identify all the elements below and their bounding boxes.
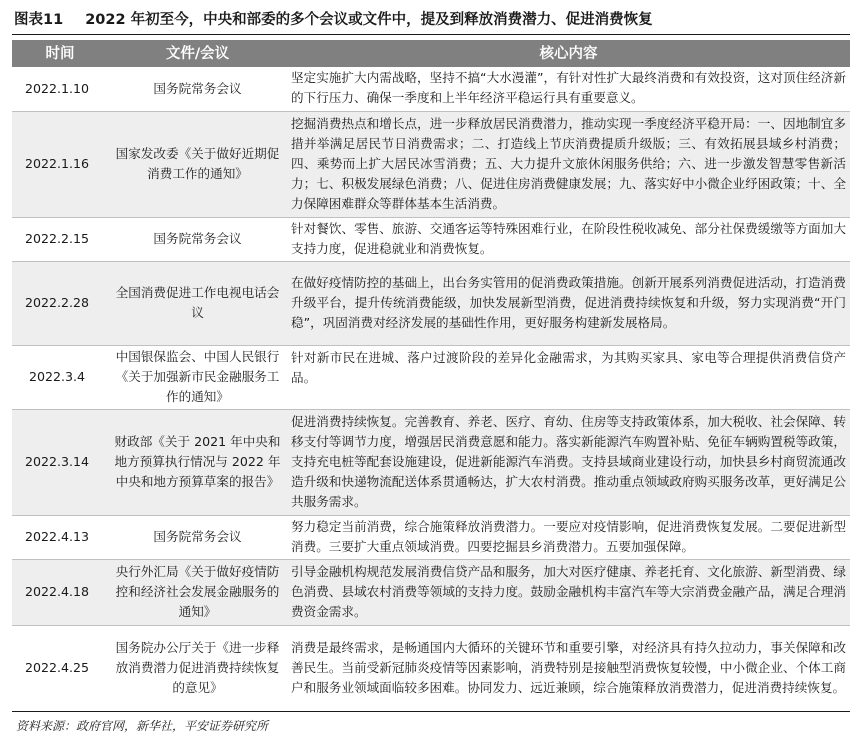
row-core-content: 挖掘消费热点和增长点，进一步释放居民消费潜力，推动实现一季度经济平稳开局：一、因地制宜多措并举满足居民节日消费需求；二、打造线上节庆消费提质升级版；三、有效拓展县域乡村消费；四、乘势而上扩大居民冰雪消费；五、大力提升文旅休闲服务供给；六、进一步激发智慧零售新活力；七、积极发展绿色消费；八、促进住房消费健康发展；九、落实好中小微企业纾困政策；十、全力保障困难群众等群体基本生活消费。	[287, 111, 850, 217]
figure-title-bar	[12, 2, 850, 35]
policy-table	[12, 40, 850, 712]
row-date: 2022.4.18	[12, 559, 108, 625]
row-document: 财政部《关于 2021 年中央和地方预算执行情况与 2022 年中央和地方预算草案的报告》	[108, 409, 287, 515]
row-document: 全国消费促进工作电视电话会议	[108, 261, 287, 345]
row-document: 国务院常务会议	[108, 217, 287, 261]
table-row	[12, 625, 850, 711]
figure-label: 图表11	[14, 12, 64, 28]
row-document: 国务院办公厅关于《进一步释放消费潜力促进消费持续恢复的意见》	[108, 625, 287, 711]
table-row	[12, 409, 850, 515]
table-row	[12, 111, 850, 217]
header-date: 时间	[12, 40, 108, 67]
row-document: 国务院常务会议	[108, 67, 287, 111]
header-core-content: 核心内容	[287, 40, 850, 67]
row-core-content: 努力稳定当前消费，综合施策释放消费潜力。一要应对疫情影响，促进消费恢复发展。二要促进新型消费。三要扩大重点领域消费。四要挖掘县乡消费潜力。五要加强保障。	[287, 515, 850, 559]
row-document: 央行外汇局《关于做好疫情防控和经济社会发展金融服务的通知》	[108, 559, 287, 625]
row-date: 2022.1.10	[12, 67, 108, 111]
table-row	[12, 217, 850, 261]
row-core-content: 针对餐饮、零售、旅游、交通客运等特殊困难行业，在阶段性税收减免、部分社保费缓缴等方面加大支持力度，促进稳就业和消费恢复。	[287, 217, 850, 261]
table-header-row	[12, 40, 850, 67]
figure-title	[14, 8, 653, 29]
row-date: 2022.3.4	[12, 345, 108, 409]
row-date: 2022.4.13	[12, 515, 108, 559]
row-core-content: 引导金融机构规范发展消费信贷产品和服务，加大对医疗健康、养老托育、文化旅游、新型消费、绿色消费、县域农村消费等领域的支持力度。鼓励金融机构丰富汽车等大宗消费金融产品，满足合理消费资金需求。	[287, 559, 850, 625]
table-row	[12, 515, 850, 559]
figure-title-text: 2022 年初至今，中央和部委的多个会议或文件中，提及到释放消费潜力、促进消费恢复	[85, 12, 653, 28]
row-core-content: 在做好疫情防控的基础上，出台务实管用的促消费政策措施。创新开展系列消费促进活动，打造消费升级平台，提升传统消费能级，加快发展新型消费，促进消费持续恢复和升级，努力实现消费“开门稳”，巩固消费对经济发展的基础性作用，更好服务构建新发展格局。	[287, 261, 850, 345]
row-core-content: 促进消费持续恢复。完善教育、养老、医疗、育幼、住房等支持政策体系，加大税收、社会保障、转移支付等调节力度，增强居民消费意愿和能力。落实新能源汽车购置补贴、免征车辆购置税等政策，支持充电桩等配套设施建设，促进新能源汽车消费。支持县域商业建设行动，加快县乡村商贸流通改造升级和快递物流配送体系贯通畅达，扩大农村消费。推动重点领域政府购买服务改革，更好满足公共服务需求。	[287, 409, 850, 515]
row-core-content: 坚定实施扩大内需战略，坚持不搞“大水漫灌”，有针对性扩大最终消费和有效投资，这对顶住经济新的下行压力、确保一季度和上半年经济平稳运行具有重要意义。	[287, 67, 850, 111]
row-date: 2022.2.15	[12, 217, 108, 261]
row-date: 2022.4.25	[12, 625, 108, 711]
row-core-content: 消费是最终需求，是畅通国内大循环的关键环节和重要引擎，对经济具有持久拉动力，事关保障和改善民生。当前受新冠肺炎疫情等因素影响，消费特别是接触型消费恢复较慢，中小微企业、个体工商户和服务业领域面临较多困难。协同发力、远近兼顾，综合施策释放消费潜力，促进消费持续恢复。	[287, 625, 850, 711]
row-document: 国家发改委《关于做好近期促消费工作的通知》	[108, 111, 287, 217]
header-document: 文件/会议	[108, 40, 287, 67]
row-date: 2022.3.14	[12, 409, 108, 515]
row-date: 2022.2.28	[12, 261, 108, 345]
table-row	[12, 559, 850, 625]
row-document: 中国银保监会、中国人民银行《关于加强新市民金融服务工作的通知》	[108, 345, 287, 409]
table-row	[12, 345, 850, 409]
table-row	[12, 67, 850, 111]
row-core-content: 针对新市民在进城、落户过渡阶段的差异化金融需求，为其购买家具、家电等合理提供消费信贷产品。	[287, 345, 850, 409]
row-date: 2022.1.16	[12, 111, 108, 217]
source-note: 资料来源：政府官网，新华社，平安证券研究所	[16, 719, 269, 733]
table-row	[12, 261, 850, 345]
row-document: 国务院常务会议	[108, 515, 287, 559]
